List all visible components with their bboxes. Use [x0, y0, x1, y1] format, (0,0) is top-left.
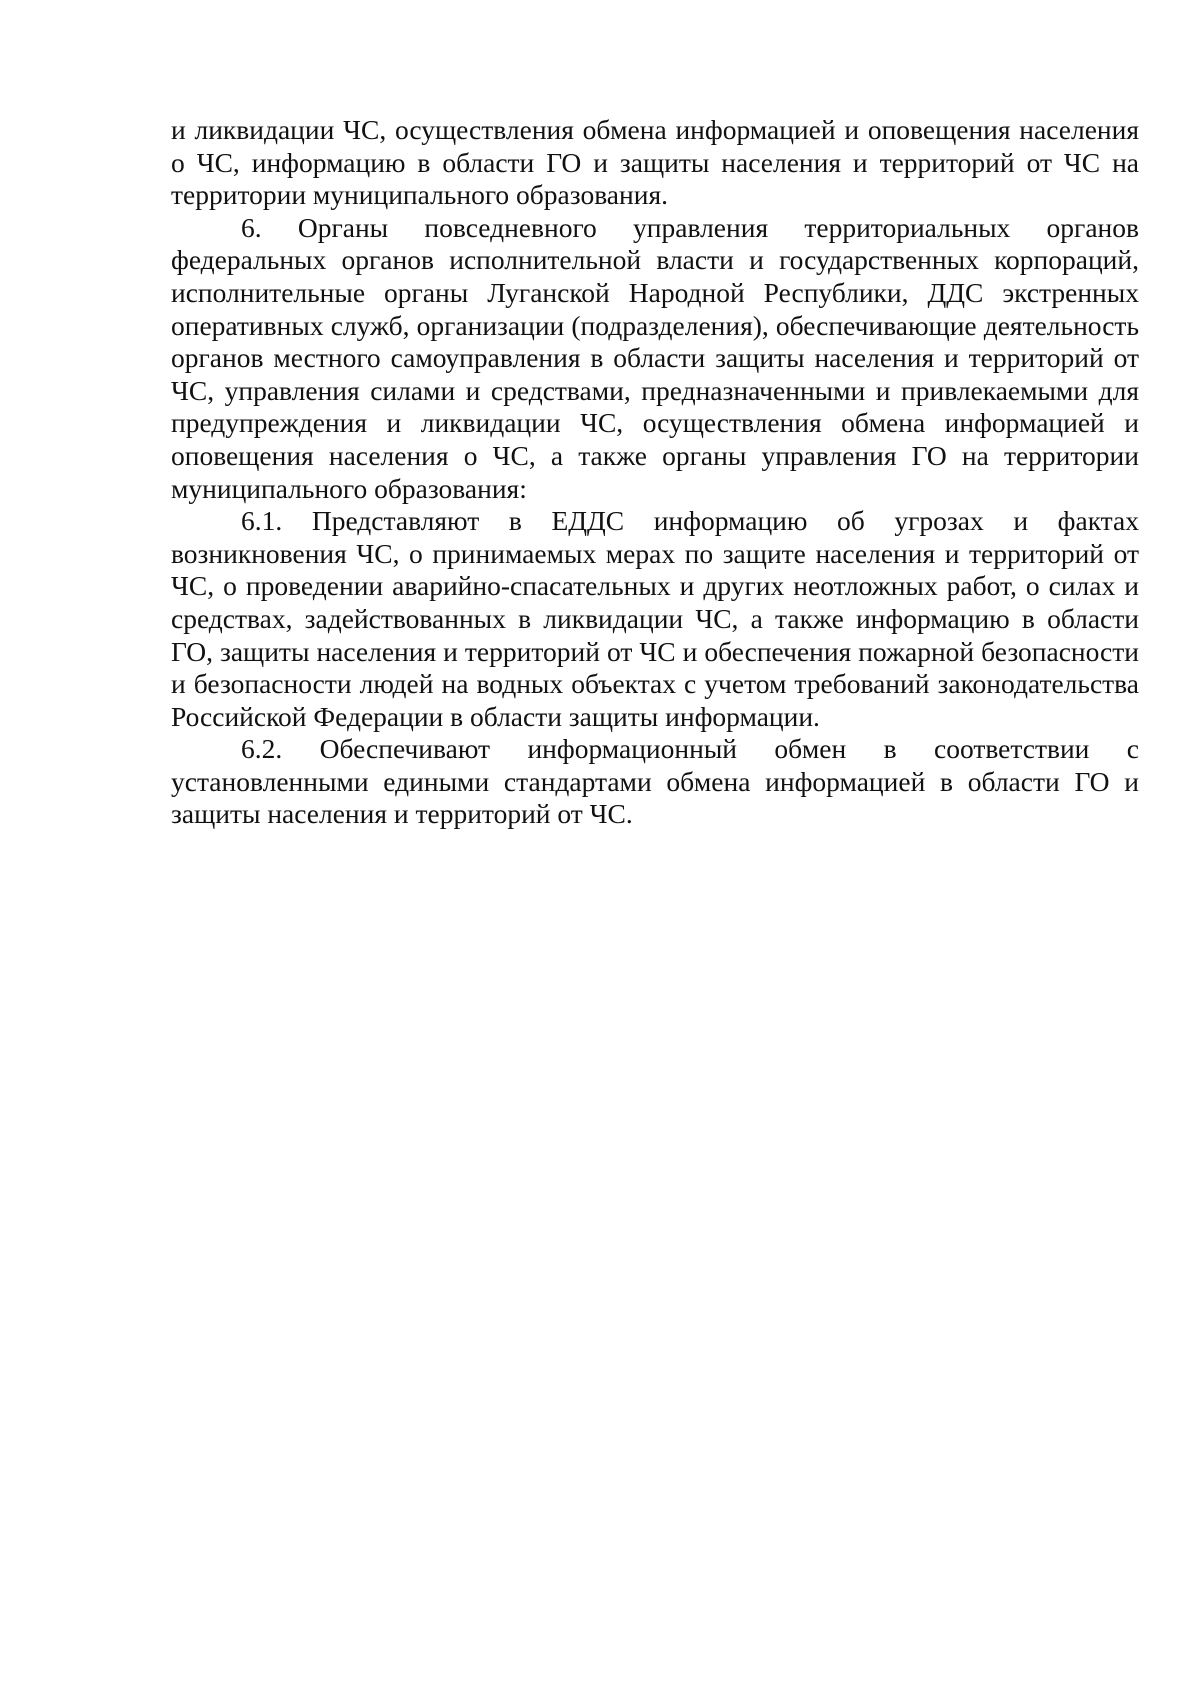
paragraph-item-6-1: 6.1. Представляют в ЕДДС информацию об угрозах и фактах возникновения ЧС, о принимаемых мерах по защите населения и территорий от ЧС, о проведении аварийно-спасательных и других неотложных работ, о силах и средствах, задействованных в ликвидации ЧС, а также информацию в области ГО, защиты населения и территорий от ЧС и обеспечения пожарной безопасности и безопасности людей на водных объектах с учетом требований законодательства Российской Федерации в области защиты информации. — [171, 505, 1139, 732]
paragraph-item-6: 6. Органы повседневного управления территориальных органов федеральных органов исполнительной власти и государственных корпораций, исполнительные органы Луганской Народной Республики, ДДС экстренных оперативных служб, организации (подразделения), обеспечивающие деятельность органов местного самоуправления в области защиты населения и территорий от ЧС, управления силами и средствами, предназначенными и привлекаемыми для предупреждения и ликвидации ЧС, осуществления обмена информацией и оповещения населения о ЧС, а также органы управления ГО на территории муниципального образования: — [171, 211, 1139, 504]
paragraph-continuation: и ликвидации ЧС, осуществления обмена информацией и оповещения населения о ЧС, информацию в области ГО и защиты населения и территорий от ЧС на территории муниципального образования. — [171, 114, 1139, 211]
document-body — [171, 114, 1139, 831]
paragraph-item-6-2: 6.2. Обеспечивают информационный обмен в соответствии с установленными едиными стандартами обмена информацией в области ГО и защиты населения и территорий от ЧС. — [171, 733, 1139, 830]
